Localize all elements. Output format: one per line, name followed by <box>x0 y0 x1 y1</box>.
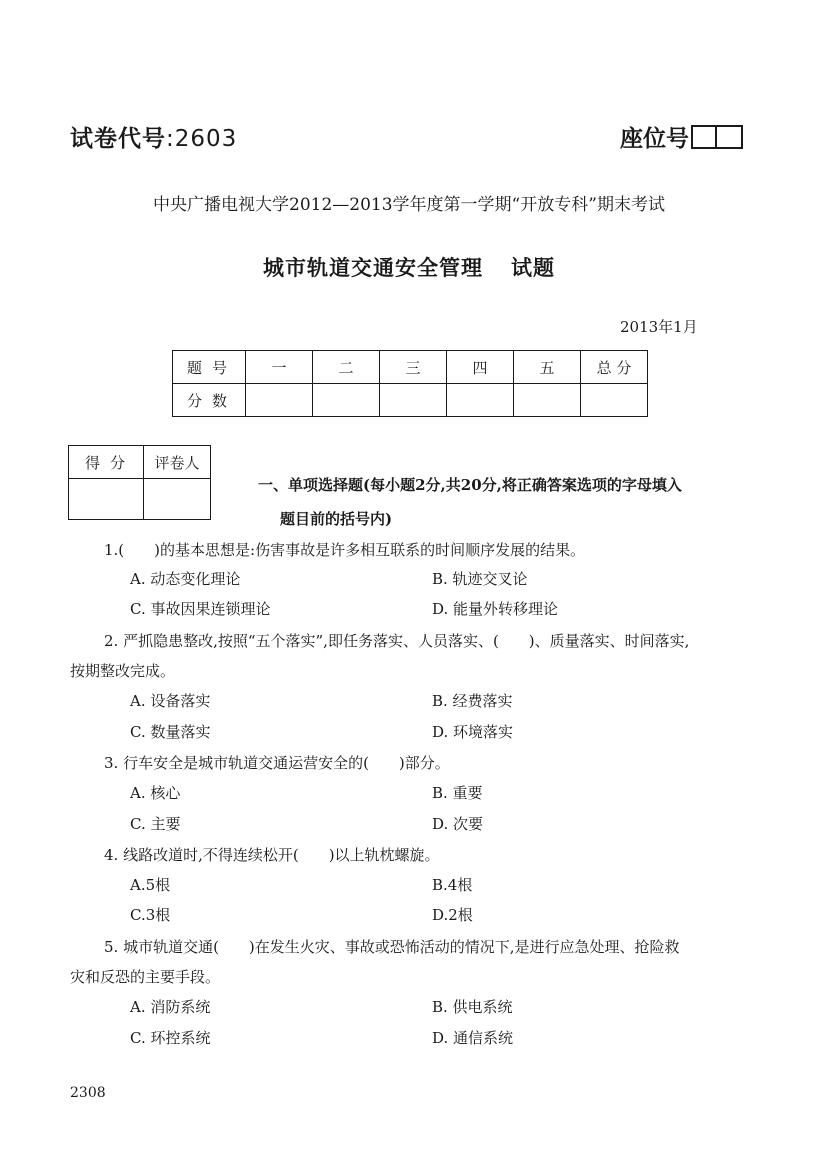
question-text: 4. 线路改道时,不得连续松开( )以上轨枕螺旋。 <box>104 846 440 864</box>
paper-code-label: 试卷代号 <box>70 126 166 152</box>
exam-title-suffix: 试题 <box>511 256 555 280</box>
option-d: D. 环境落实 <box>432 723 514 741</box>
score-cell <box>447 384 514 417</box>
score-table-column: 三 <box>380 351 447 384</box>
score-table-column: 一 <box>246 351 313 384</box>
section-heading-line: 题目前的括号内) <box>280 510 393 528</box>
grader-score-cell <box>69 479 144 520</box>
option-a: A. 核心 <box>130 784 181 802</box>
option-d: D. 通信系统 <box>432 1029 514 1047</box>
question-text-continued: 按期整改完成。 <box>70 662 176 680</box>
score-table-column: 五 <box>514 351 581 384</box>
grader-score-label: 得分 <box>69 446 144 479</box>
section-heading <box>258 468 758 536</box>
option-a: A. 消防系统 <box>130 998 211 1016</box>
option-b: B. 供电系统 <box>432 998 513 1016</box>
seat-box <box>717 125 743 149</box>
question-text: 1.( )的基本思想是:伤害事故是许多相互联系的时间顺序发展的结果。 <box>104 541 586 559</box>
option-c: C. 事故因果连锁理论 <box>130 600 271 618</box>
exam-subtitle: 中央广播电视大学2012—2013学年度第一学期“开放专科”期末考试 <box>153 195 665 215</box>
question-text: 5. 城市轨道交通( )在发生火灾、事故或恐怖活动的情况下,是进行应急处理、抢险救 <box>104 938 680 956</box>
exam-date: 2013年1月 <box>620 318 698 336</box>
option-c: C. 环控系统 <box>130 1029 211 1047</box>
grader-name-cell <box>144 479 211 520</box>
score-table-column: 四 <box>447 351 514 384</box>
option-c: C.3根 <box>130 906 171 924</box>
score-table-row-label: 分数 <box>173 384 246 417</box>
section-heading-line: 一、单项选择题(每小题2分,共20分,将正确答案选项的字母填入 <box>258 476 682 494</box>
exam-title <box>0 252 818 282</box>
option-c: C. 数量落实 <box>130 723 211 741</box>
grader-table-body-row <box>69 479 211 520</box>
option-b: B.4根 <box>432 876 473 894</box>
score-table-header-row <box>173 351 648 384</box>
seat-number-label: 座位号 <box>620 126 689 152</box>
option-a: A. 设备落实 <box>130 692 211 710</box>
question-text: 2. 严抓隐患整改,按照“五个落实”,即任务落实、人员落实、( )、质量落实、时间落实, <box>104 632 690 650</box>
option-b: B. 重要 <box>432 784 483 802</box>
option-b: B. 轨迹交叉论 <box>432 570 528 588</box>
seat-number-boxes <box>691 125 743 149</box>
option-b: B. 经费落实 <box>432 692 513 710</box>
grader-table <box>68 445 211 520</box>
seat-number <box>620 120 743 153</box>
question-text-continued: 灾和反恐的主要手段。 <box>70 968 221 986</box>
score-table-column: 总 分 <box>581 351 648 384</box>
option-a: A. 动态变化理论 <box>130 570 241 588</box>
paper-code <box>70 120 237 153</box>
score-table-column: 二 <box>313 351 380 384</box>
page-code: 2308 <box>70 1085 106 1101</box>
option-c: C. 主要 <box>130 815 181 833</box>
question-text: 3. 行车安全是城市轨道交通运营安全的( )部分。 <box>104 754 450 772</box>
option-d: D. 能量外转移理论 <box>432 600 559 618</box>
exam-title-main: 城市轨道交通安全管理 <box>263 256 483 280</box>
paper-code-value: :2603 <box>166 126 238 152</box>
score-cell <box>581 384 648 417</box>
grader-table-header-row <box>69 446 211 479</box>
score-cell <box>380 384 447 417</box>
score-table-row-label: 题号 <box>173 351 246 384</box>
option-d: D.2根 <box>432 906 473 924</box>
score-table <box>172 350 648 417</box>
seat-box <box>691 125 717 149</box>
option-d: D. 次要 <box>432 815 484 833</box>
score-cell <box>313 384 380 417</box>
score-cell <box>246 384 313 417</box>
option-a: A.5根 <box>130 876 171 894</box>
score-cell <box>514 384 581 417</box>
grader-label: 评卷人 <box>144 446 211 479</box>
score-table-score-row <box>173 384 648 417</box>
